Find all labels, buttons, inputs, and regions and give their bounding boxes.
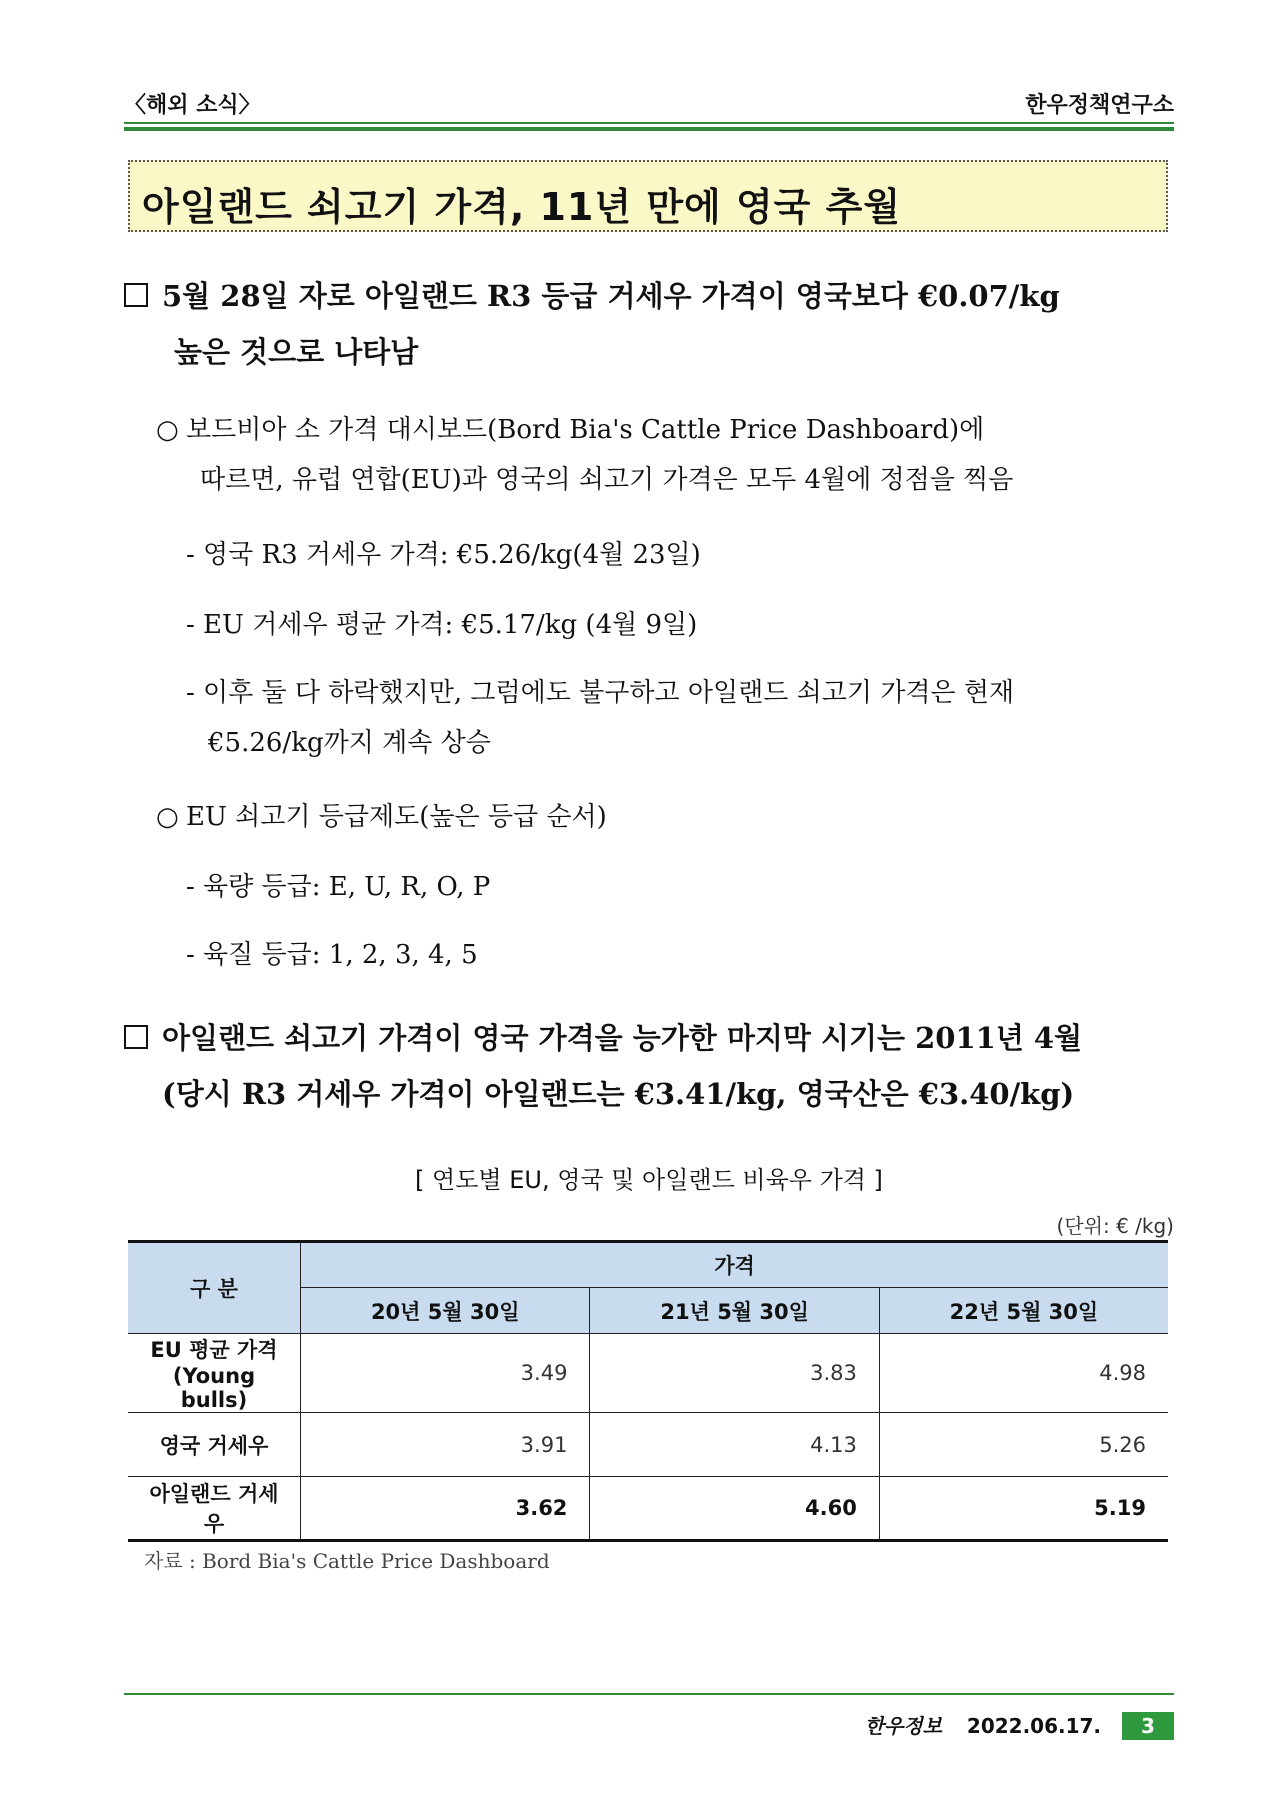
- header-divider-thick: [124, 127, 1174, 131]
- table-row: [128, 1413, 1168, 1477]
- table-source: 자료 : Bord Bia's Cattle Price Dashboard: [144, 1549, 550, 1573]
- page-header: [124, 88, 1174, 122]
- sub-bullet-1: [156, 405, 1174, 505]
- detail-list-5: [186, 930, 1174, 980]
- sub-bullet-1-line-1: 보드비아 소 가격 대시보드(Bord Bia's Cattle Price Dashboard)에: [186, 415, 985, 445]
- sub-bullet-1-line-2: 따르면, 유럽 연합(EU)과 영국의 쇠고기 가격은 모두 4월에 정점을 찍음: [200, 465, 1014, 495]
- table-cell: 3.49: [301, 1334, 590, 1413]
- detail-item-continued: €5.26/kg까지 계속 상승: [208, 728, 491, 758]
- bullet-2-line-1: 아일랜드 쇠고기 가격이 영국 가격을 능가한 마지막 시기는 2011년 4월: [162, 1021, 1083, 1055]
- table-unit: (단위: € /kg): [1056, 1214, 1174, 1238]
- column-header: 20년 5월 30일: [301, 1288, 590, 1334]
- table-row: [128, 1477, 1168, 1541]
- bullet-2: [124, 1010, 1174, 1122]
- section-2: [124, 1010, 1174, 1122]
- sub-bullet-2-text: EU 쇠고기 등급제도(높은 등급 순서): [186, 802, 607, 832]
- detail-list-2: [186, 600, 1174, 650]
- row-label: 아일랜드 거세우: [128, 1477, 301, 1541]
- circle-bullet-icon: ○: [156, 415, 179, 445]
- detail-item: - 육질 등급: 1, 2, 3, 4, 5: [186, 940, 478, 970]
- bullet-1-line-1: 5월 28일 자로 아일랜드 R3 등급 거세우 가격이 영국보다 €0.07/kg: [162, 279, 1060, 313]
- detail-item: - 영국 R3 거세우 가격: €5.26/kg(4월 23일): [186, 540, 701, 570]
- table-cell: 3.91: [301, 1413, 590, 1477]
- table-cell: 5.19: [879, 1477, 1168, 1541]
- table-cell: 3.62: [301, 1477, 590, 1541]
- detail-item: - EU 거세우 평균 가격: €5.17/kg (4월 9일): [186, 610, 698, 640]
- row-label-line-2: (Young bulls): [172, 1364, 256, 1412]
- table-caption: [ 연도별 EU, 영국 및 아일랜드 비육우 가격 ]: [415, 1166, 883, 1194]
- row-label-line-1: EU 평균 가격: [150, 1338, 278, 1362]
- sub-bullet-2: [156, 792, 1174, 842]
- detail-list-4: [186, 862, 1174, 912]
- table-cell: 4.98: [879, 1334, 1168, 1413]
- publication-date: 2022.06.17.: [966, 1714, 1102, 1738]
- table-cell: 4.60: [590, 1477, 879, 1541]
- detail-item: - 이후 둘 다 하락했지만, 그럼에도 불구하고 아일랜드 쇠고기 가격은 현재: [186, 678, 1015, 708]
- row-label: [128, 1334, 301, 1413]
- detail-list-1: [186, 530, 1174, 580]
- table-row: [128, 1334, 1168, 1413]
- table-cell: 3.83: [590, 1334, 879, 1413]
- column-header: 21년 5월 30일: [590, 1288, 879, 1334]
- organization-name: 한우정책연구소: [1025, 93, 1174, 118]
- bullet-1-line-2: 높은 것으로 나타남: [174, 335, 419, 369]
- section-label: 〈해외 소식〉: [124, 93, 261, 118]
- bullet-2-line-2: (당시 R3 거세우 가격이 아일랜드는 €3.41/kg, 영국산은 €3.40/kg): [162, 1077, 1075, 1111]
- page-number: 3: [1122, 1712, 1174, 1740]
- square-bullet-icon: [124, 1025, 148, 1049]
- publication-name: 한우정보: [864, 1714, 942, 1738]
- page-title: 아일랜드 쇠고기 가격, 11년 만에 영국 추월: [142, 185, 902, 229]
- table-group-header: 가격: [301, 1242, 1169, 1288]
- detail-list-3: [186, 668, 1174, 768]
- page-footer: [865, 1710, 1174, 1740]
- bullet-1: [124, 268, 1174, 380]
- row-label: 영국 거세우: [128, 1413, 301, 1477]
- price-table: [128, 1240, 1168, 1542]
- table-cell: 5.26: [879, 1413, 1168, 1477]
- detail-item: - 육량 등급: E, U, R, O, P: [186, 872, 491, 902]
- section-1: [124, 268, 1174, 380]
- header-divider-thin: [124, 122, 1174, 124]
- circle-bullet-icon: ○: [156, 802, 179, 832]
- column-header: 22년 5월 30일: [879, 1288, 1168, 1334]
- square-bullet-icon: [124, 283, 148, 307]
- table-corner-header: 구 분: [128, 1242, 301, 1334]
- table-cell: 4.13: [590, 1413, 879, 1477]
- title-box: [128, 160, 1168, 232]
- footer-divider: [124, 1693, 1174, 1695]
